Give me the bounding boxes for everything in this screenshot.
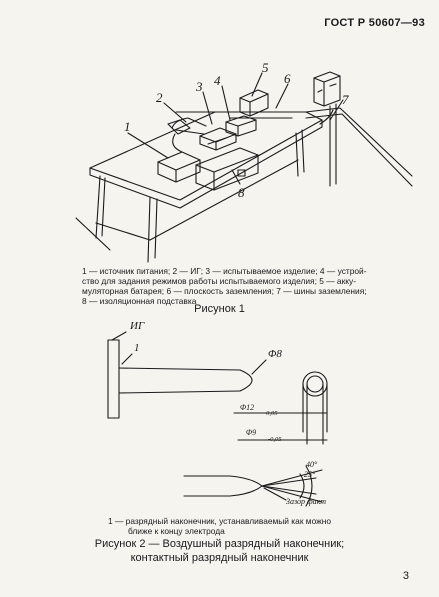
figure-1-caption-line-2: ство для задания режимов работы испытываемого изделия; 5 — акку- — [82, 276, 356, 286]
figure-1-title: Рисунок 1 — [194, 303, 245, 315]
standard-header: ГОСТ Р 50607—93 — [324, 17, 425, 29]
page-number: 3 — [402, 570, 409, 582]
callout-5: 5 — [262, 60, 269, 75]
dim-phi9: Φ9 — [246, 428, 257, 437]
callout-3: 3 — [196, 79, 203, 94]
dim-angle-25: 25° — [304, 470, 316, 479]
dim-phi12: Φ12 — [240, 403, 255, 412]
callout-7: 7 — [342, 92, 349, 107]
callout-8: 8 — [238, 185, 245, 200]
label-phi8: Φ8 — [268, 348, 282, 360]
figure-2-caption-line-2: ближе к концу электрода — [128, 526, 225, 536]
figure-1-caption-line-3: муляторная батарея; 6 — плоскость заземления; 7 — шины заземления; — [82, 286, 367, 296]
figure-2-caption-line-1: 1 — разрядный наконечник, устанавливаемый как можно — [108, 516, 332, 526]
label-ig: ИГ — [130, 320, 145, 332]
figure-1-caption-line-4: 8 — изоляционная подставка — [82, 296, 197, 306]
callout-4: 4 — [214, 73, 221, 88]
dim-phi12-tol: -0,05 — [264, 410, 278, 417]
figure-2-title-line-1: Рисунок 2 — Воздушный разрядный наконечник; — [94, 538, 345, 550]
dim-angle-40: 40° — [306, 460, 318, 469]
dim-phi9-tol: -0,05 — [268, 436, 282, 443]
callout-2: 2 — [156, 90, 163, 105]
callout-1: 1 — [124, 119, 131, 134]
label-1: 1 — [134, 342, 140, 354]
figure-2-title-line-2: контактный разрядный наконечник — [130, 552, 309, 564]
dim-zazor: Зазор факт — [286, 497, 327, 506]
callout-6: 6 — [284, 71, 291, 86]
figure-1-caption-line-1: 1 — источник питания; 2 — ИГ; 3 — испытываемое изделие; 4 — устрой- — [82, 266, 367, 276]
